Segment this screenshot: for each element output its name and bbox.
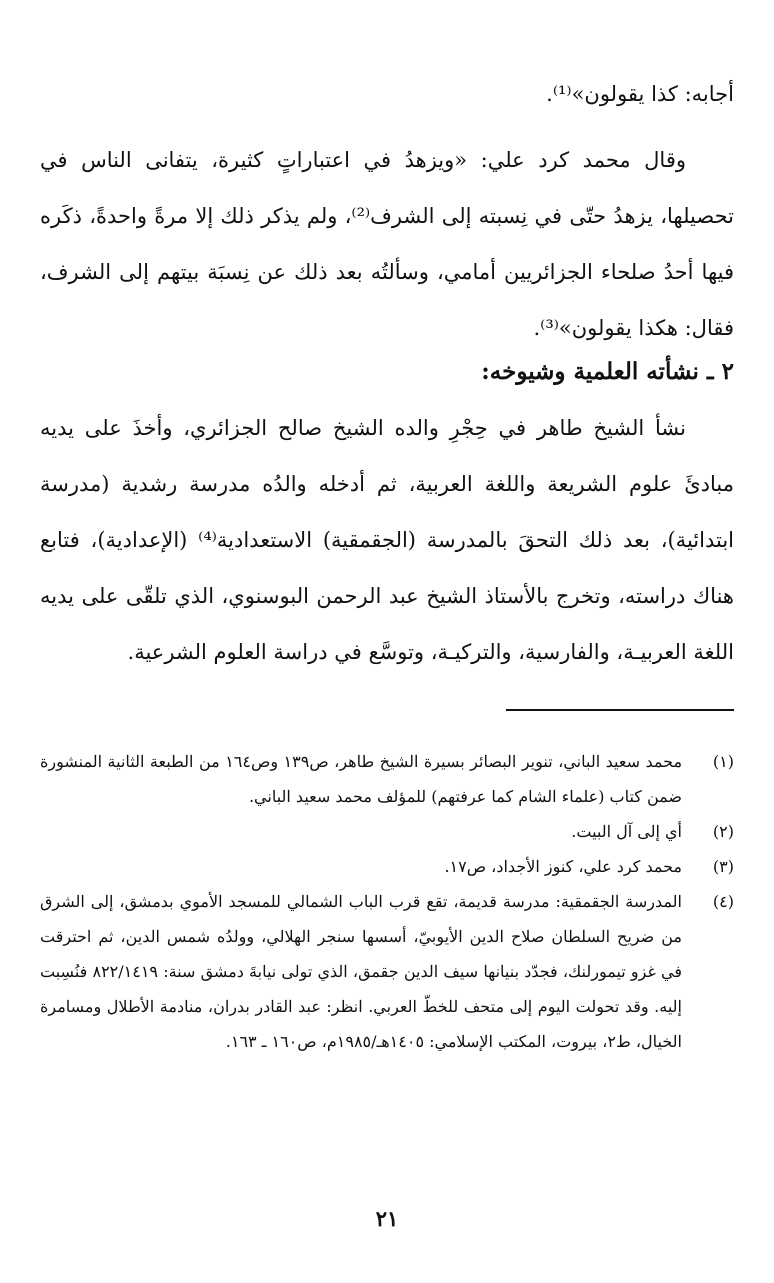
footnotes-section	[40, 744, 734, 1059]
footnote	[40, 884, 734, 1059]
footnote-number: (٣)	[712, 857, 734, 876]
footnote	[40, 744, 734, 814]
paragraph-kurd-ali-quote: وقال محمد كرد علي: «ويزهدُ في اعتباراتٍ كثيرة، يتفانى الناس في تحصيلها، يزهدُ حتّى في نِسبته إلى الشرف⁽²⁾، ولم يذكر ذلك إلا مرةً واحدةً، ذكَره فيها أحدُ صلحاء الجزائريين أمامي، وسألتُه بعد ذلك عن نِسبَة بيتهم إلى الشرف، فقال: هكذا يقولون»⁽³⁾.	[40, 148, 734, 340]
footnote-number: (١)	[712, 752, 734, 771]
section-heading: ٢ ـ نشأته العلمية وشيوخه:	[481, 358, 734, 385]
footnote-text: المدرسة الجقمقية: مدرسة قديمة، تقع قرب الباب الشمالي للمسجد الأموي بدمشق، إلى الشرق من ضريح السلطان صلاح الدين الأيوبيّ، أسسها سنجر الهلالي، وولدُه شمس الدين، ثم احترقت في غزو تيمورلنك، فجدّد بنيانها سيف الدين جقمق، الذي تولى نيابةَ دمشق سنة: ٨٢٢/١٤١٩ فنُسِبت إليه. وقد تحولت اليوم إلى متحف للخطّ العربي. انظر: عبد القادر بدران، منادمة الأطلال ومسامرة الخيال، ط٢، بيروت، المكتب الإسلامي: ١٤٠٥هـ/١٩٨٥م، ص١٦٠ ـ ١٦٣.	[40, 892, 682, 1051]
footnote-number: (٢)	[712, 822, 734, 841]
footnote-number: (٤)	[712, 892, 734, 911]
footnote-text: محمد كرد علي، كنوز الأجداد، ص١٧.	[444, 857, 682, 876]
footnote	[40, 849, 734, 884]
continued-quote-line: أجابه: كذا يقولون»⁽¹⁾.	[546, 82, 734, 106]
footnote	[40, 814, 734, 849]
footnote-text: أي إلى آل البيت.	[571, 822, 682, 841]
page-number: ٢١	[375, 1206, 399, 1231]
footnote-separator	[506, 709, 734, 711]
paragraph-education: نشأ الشيخ طاهر في حِجْرِ والده الشيخ صالح الجزائري، وأخذَ على يديه مبادئَ علوم الشريعة واللغة العربية، ثم أدخله والدُه مدرسة رشدية (مدرسة ابتدائية)، بعد ذلك التحقَ بالمدرسة (الجقمقية) الاستعدادية⁽⁴⁾ (الإعدادية)، فتابع هناك دراسته، وتخرج بالأستاذ الشيخ عبد الرحمن البوسنوي، الذي تلقّى على يديه اللغة العربيـة، والفارسية، والتركيـة، وتوسَّع في دراسة العلوم الشرعية.	[40, 416, 734, 664]
footnote-text: محمد سعيد الباني، تنوير البصائر بسيرة الشيخ طاهر، ص١٣٩ وص١٦٤ من الطبعة الثانية المنشورة ضمن كتاب (علماء الشام كما عرفتهم) للمؤلف محمد سعيد الباني.	[40, 752, 683, 806]
